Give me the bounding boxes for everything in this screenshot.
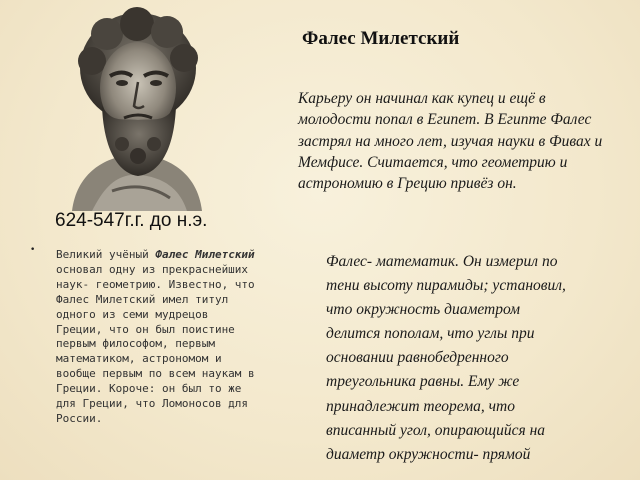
summary-body: основал одну из прекраснейших наук- геометрию. Известно, что Фалес Милетский имел титул одного из семи мудрецов Греции, что он был поистине первым философом, первым математиком, астрономом и вообще первым по всем наукам в Греции. Короче: он был то же для Греции, что Ломоносов для России. <box>56 262 255 425</box>
bullet-icon: • <box>30 245 36 255</box>
life-dates: 624-547г.г. до н.э. <box>55 210 208 231</box>
biography-career-text: Карьеру он начинал как купец и ещё в молодости попал в Египет. В Египте Фалес застрял на много лет, изучая науки в Фивах и Мемфисе. Считается, что геометрию и астрономию в Грецию привёз он. <box>298 90 603 193</box>
page-title: Фалес Милетский <box>302 28 460 49</box>
summary-prefix: Великий учёный <box>56 248 156 261</box>
thales-bust-portrait <box>52 6 220 211</box>
mathematician-achievements-text: Фалес- математик. Он измерил по тени высоту пирамиды; установил, что окружность диаметром делится пополам, что углы при основании равнобедренного треугольника равны. Ему же принадлежит теорема, что вписанный угол, опирающийся на диаметр окружности- прямой <box>326 253 566 463</box>
biography-summary-text <box>56 248 306 427</box>
bust-portrait-icon <box>52 6 220 211</box>
summary-name-highlight: Фалес Милетский <box>155 248 255 261</box>
